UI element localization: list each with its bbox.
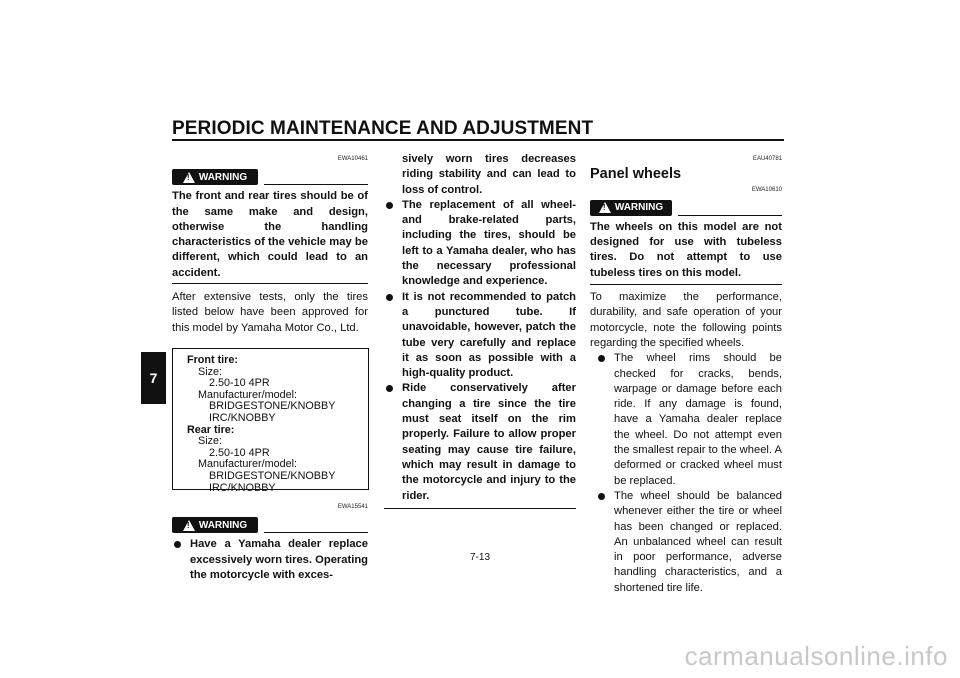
front-model-value-2: IRC/KNOBBY (209, 411, 276, 424)
rear-size-value: 2.50-10 4PR (209, 446, 270, 459)
tire-spec-box (172, 348, 369, 494)
warning-end-rule (172, 283, 368, 284)
warning-bullet-1-continued: sively worn tires decreases riding stability and can lead to loss of control. (402, 153, 576, 196)
rear-model-value-1: BRIDGESTONE/KNOBBY (209, 469, 336, 482)
column-2 (384, 152, 576, 509)
warning-text: The front and rear tires should be of the same make and design, otherwise the handling characteristics of the vehicle may be different, which could lead to an accident. (172, 190, 368, 279)
warning-bullet-3: It is not recommended to patch a punctured tube. If unavoidable, however, patch the tube very carefully and replace it as soon as possible with a high-quality product. (384, 290, 576, 382)
chapter-tab: 7 (141, 352, 166, 404)
column-1 (172, 152, 368, 583)
warning-code: EWA10461 (337, 156, 368, 162)
watermark: carmanualsonline.info (684, 641, 948, 671)
rear-model-label: Manufacturer/model: (198, 458, 298, 471)
intro-paragraph: After extensive tests, only the tires listed below have been approved for this model by Yamaha Motor Co., Ltd. (172, 291, 368, 334)
front-size-label: Size: (198, 365, 223, 378)
front-size-value: 2.50-10 4PR (209, 377, 270, 390)
warning-rule-3 (678, 215, 782, 216)
warning-badge-3 (590, 200, 672, 216)
warning-badge-2 (172, 517, 258, 533)
warning-rule (264, 184, 368, 185)
front-model-label: Manufacturer/model: (198, 388, 298, 401)
wheels-intro: To maximize the performance, durability, and safe operation of your motorcycle, note the following points regarding the specified wheels. (590, 291, 782, 349)
warning-rule-2 (264, 532, 368, 533)
warning-code-2: EWA15541 (337, 503, 368, 510)
front-tire-label: Front tire: (187, 353, 238, 366)
wheels-bullet-2: The wheel should be balanced whenever either the tire or wheel has been changed or replaced. An unbalanced wheel can result in poor performance, adverse handling characteristics, and a shortened tire life. (596, 489, 782, 596)
warning-badge-label: WARNING (614, 202, 664, 214)
warning-triangle-icon (183, 172, 195, 183)
rear-tire-label: Rear tire: (187, 423, 235, 436)
warning-bullet-2: The replacement of all wheel- and brake-related parts, including the tires, should be left to a Yamaha dealer, who has the necessary professional knowledge and experience. (384, 198, 576, 290)
warning-bullet-1: Have a Yamaha dealer replace excessively worn tires. Operating the motorcycle with exces- (172, 537, 368, 583)
rear-model-value-2: IRC/KNOBBY (209, 481, 276, 494)
warning-text-3: The wheels on this model are not designed for use with tubeless tires. Do not attempt to use tubeless tires on this model. (590, 220, 782, 279)
warning-badge (172, 169, 258, 185)
warning-end-rule-3 (590, 284, 782, 285)
column-3 (590, 152, 782, 596)
front-model-value-1: BRIDGESTONE/KNOBBY (209, 400, 336, 413)
warning-triangle-icon (599, 202, 611, 213)
section-title: Panel wheels (590, 166, 682, 183)
wheels-bullet-1: The wheel rims should be checked for cracks, bends, warpage or damage before each ride. If any damage is found, have a Yamaha dealer replace the wheel. Do not attempt even the smallest repair to the wheel. A deformed or cracked wheel must be replaced. (596, 351, 782, 489)
warning-badge-label: WARNING (198, 519, 248, 531)
section-code: EAU40781 (752, 156, 782, 162)
warning-bullet-4: Ride conservatively after changing a tire since the tire must seat itself on the rim properly. Failure to allow proper seating may cause tire failure, which may result in damage to the motorcycle and injury to the rider. (384, 381, 576, 503)
warning-badge-label: WARNING (198, 171, 248, 183)
warning-code-3: EWA10610 (751, 186, 782, 193)
warning-end-rule (384, 508, 576, 509)
title-rule (172, 139, 784, 141)
page-number: 7-13 (469, 552, 490, 563)
warning-triangle-icon (183, 520, 195, 531)
page-title: PERIODIC MAINTENANCE AND ADJUSTMENT (172, 118, 594, 139)
rear-size-label: Size: (198, 435, 223, 448)
